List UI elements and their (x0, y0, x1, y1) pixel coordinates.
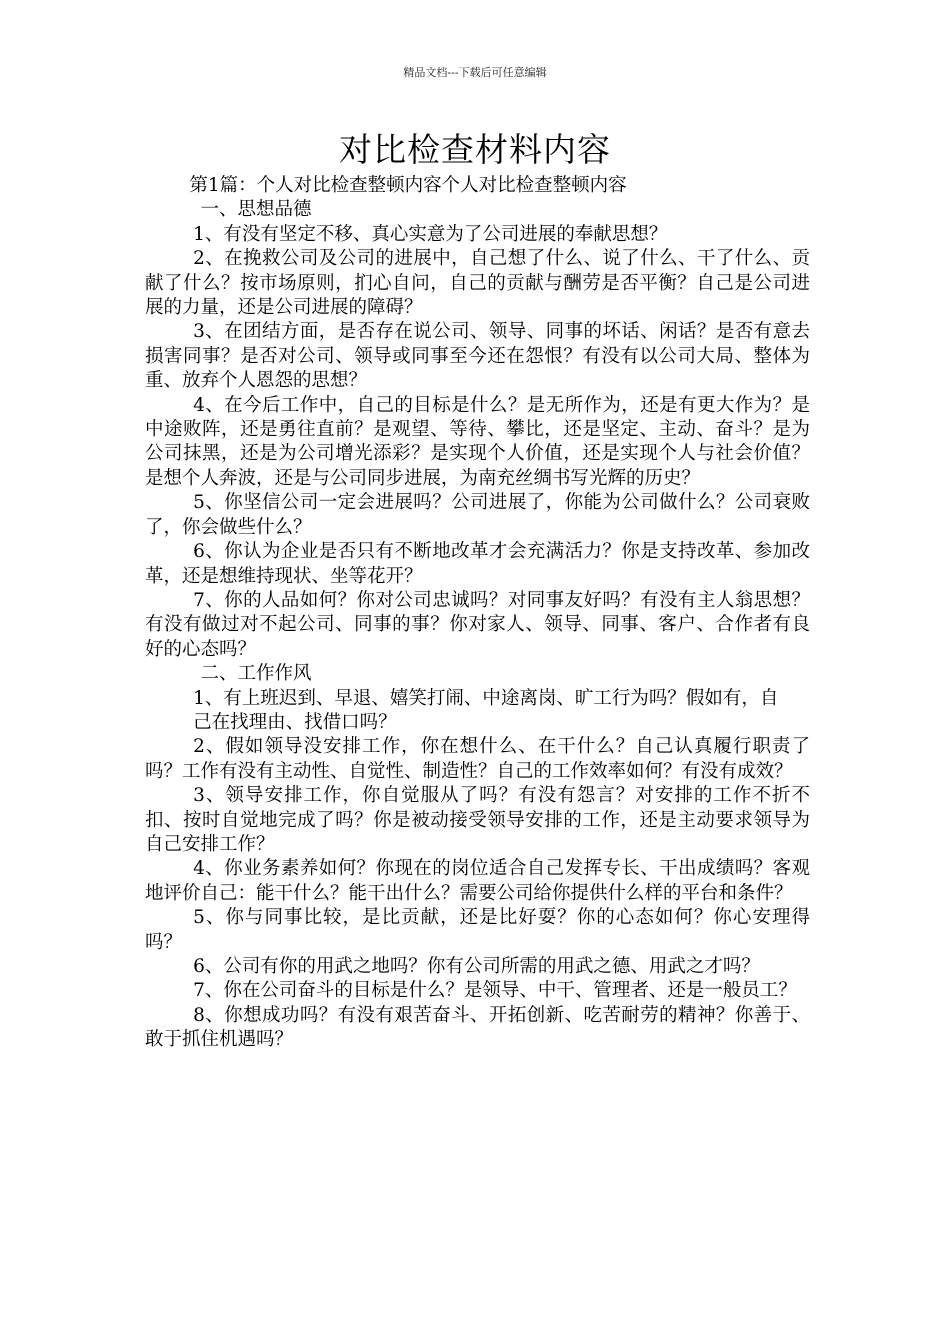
paragraph: 3、领导安排工作，你自觉服从了吗？有没有怨言？对安排的工作不折不扣、按时自觉地完成了吗？你是被动接受领导安排的工作，还是主动要求领导为自己安排工作？ (145, 785, 810, 855)
section-heading-2: 二、工作作风 (200, 663, 312, 685)
paragraph: 8、你想成功吗？有没有艰苦奋斗、开拓创新、吃苦耐劳的精神？你善于、敢于抓住机遇吗？ (145, 1004, 810, 1051)
paragraph: 2、在挽救公司及公司的进展中，自己想了什么、说了什么、干了什么、贡献了什么？按市场原则，扪心自问，自己的贡献与酬劳是否平衡？自己是公司进展的力量，还是公司进展的障碍？ (145, 248, 810, 319)
paragraph: 5、你坚信公司一定会进展吗？公司进展了，你能为公司做什么？公司衰败了，你会做些什么？ (145, 492, 810, 538)
section-heading-1: 一、思想品德 (200, 199, 312, 221)
paragraph: 6、你认为企业是否只有不断地改革才会充满活力？你是支持改革、参加改革，还是想维持现状、坐等花开？ (145, 541, 810, 587)
paragraph: 7、你在公司奋斗的目标是什么？是领导、中干、管理者、还是一般员工？ (193, 980, 797, 1002)
paragraph: 2、假如领导没安排工作，你在想什么、在干什么？自己认真履行职责了吗？工作有没有主动性、自觉性、制造性？自己的工作效率如何？有没有成效？ (145, 736, 810, 782)
paragraph-continuation: 己在找理由、找借口吗？ (193, 711, 397, 733)
paragraph: 1、有没有坚定不移、真心实意为了公司进展的奉献思想？ (193, 223, 668, 245)
paragraph: 5、你与同事比较，是比贡献，还是比好耍？你的心态如何？你心安理得吗？ (145, 907, 810, 953)
paragraph: 6、公司有你的用武之地吗？你有公司所需的用武之德、用武之才吗？ (193, 956, 760, 977)
paragraph: 4、你业务素养如何？你现在的岗位适合自己发挥专长、干出成绩吗？客观地评价自己：能干什么？能干出什么？需要公司给你提供什么样的平台和条件？ (145, 858, 810, 904)
paragraph: 3、在团结方面，是否存在说公司、领导、同事的坏话、闲话？是否有意去损害同事？是否对公司、领导或同事至今还在怨恨？有没有以公司大局、整体为重、放弃个人恩怨的思想？ (145, 321, 810, 392)
document-subtitle: 第1篇：个人对比检查整顿内容个人对比检查整顿内容 (189, 175, 627, 196)
paragraph: 4、在今后工作中，自己的目标是什么？是无所作为，还是有更大作为？是中途败阵，还是勇往直前？是观望、等待、攀比，还是坚定、主动、奋斗？是为公司抹黑，还是为公司增光添彩？是实现个人价值，还是实现个人与社会价值？是想个人奔波，还是与公司同步进展，为南充丝绸书写光辉的历史？ (145, 394, 810, 489)
paragraph: 7、你的人品如何？你对公司忠诚吗？对同事友好吗？有没有主人翁思想？有没有做过对不起公司、同事的事？你对家人、领导、同事、客户、合作者有良好的心态吗？ (145, 589, 810, 660)
page-header: 精品文档---下载后可任意编辑 (403, 66, 547, 79)
document-body (145, 174, 810, 1053)
paragraph: 1、有上班迟到、早退、嬉笑打闹、中途离岗、旷工行为吗？假如有，自 (193, 687, 779, 709)
document-title: 对比检查材料内容 (339, 130, 611, 169)
